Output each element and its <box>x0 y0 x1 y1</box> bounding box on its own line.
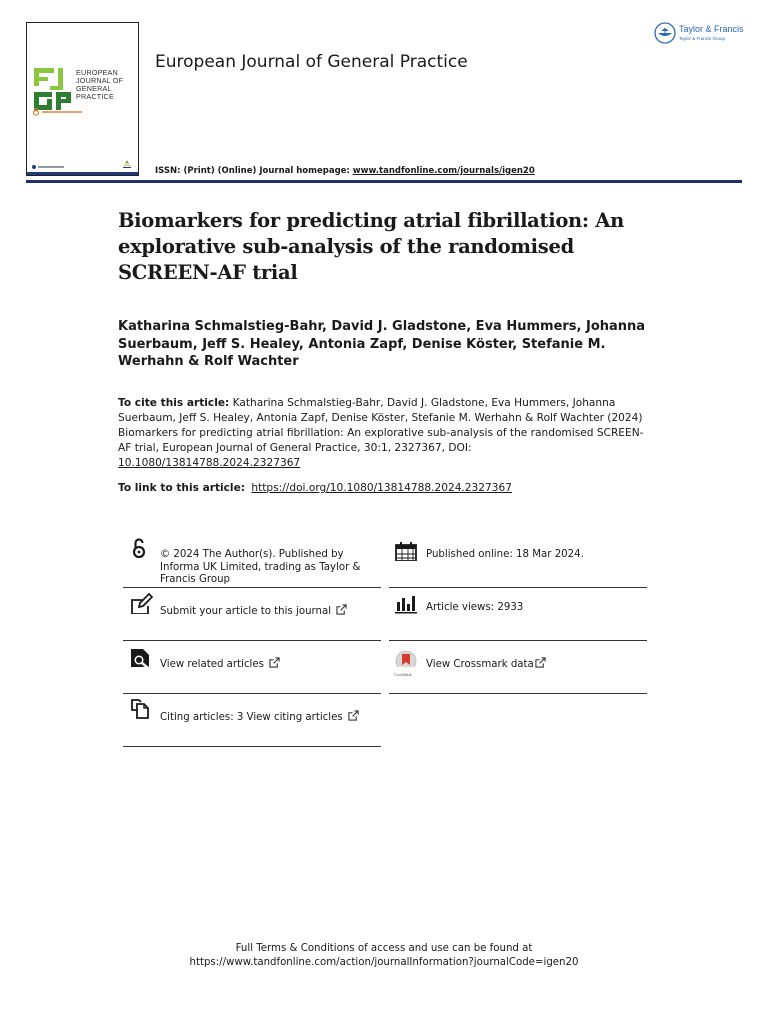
article-views-count: Article views: 2933 <box>426 602 524 613</box>
related-articles-link[interactable]: View related articles <box>160 657 385 672</box>
cover-journal-name: EUROPEAN JOURNAL OF GENERAL PRACTICE <box>76 68 124 101</box>
crossmark-link[interactable]: View Crossmark data <box>426 657 651 672</box>
article-doi-link[interactable]: https://doi.org/10.1080/13814788.2024.2327367 <box>251 482 512 494</box>
search-doc-icon <box>127 641 153 667</box>
external-link-icon <box>535 657 546 668</box>
cell-divider <box>123 746 381 747</box>
issn-line <box>155 166 535 176</box>
external-link-icon <box>336 604 347 615</box>
cite-label: To cite this article: <box>118 397 230 409</box>
header-divider <box>26 180 742 183</box>
published-cell <box>389 535 647 588</box>
crossmark-icon <box>393 641 419 667</box>
cover-oa-label <box>42 111 82 113</box>
footer-terms-url[interactable]: https://www.tandfonline.com/action/journalInformation?journalCode=igen20 <box>189 957 579 968</box>
citation-block <box>118 396 648 471</box>
published-date: Published online: 18 Mar 2024. <box>426 549 584 560</box>
submit-article-cell[interactable] <box>123 588 381 641</box>
open-access-icon <box>127 535 153 561</box>
cover-open-access-icon <box>32 108 40 116</box>
cover-publisher-text <box>38 166 64 168</box>
article-views-cell <box>389 588 647 641</box>
crossmark-caption: CrossMark <box>394 672 412 677</box>
citing-articles-link[interactable]: Citing articles: 3 View citing articles <box>160 710 385 725</box>
bar-chart-icon <box>393 588 419 614</box>
copyright-text: © 2024 The Author(s). Published by Informa UK Limited, trading as Taylor & Francis Group <box>160 549 361 585</box>
citing-icon <box>127 694 153 720</box>
open-access-cell <box>123 535 381 588</box>
external-link-icon <box>348 710 359 721</box>
cover-bottom-bar <box>27 172 138 175</box>
publisher-group: Taylor & Francis Group <box>679 36 726 41</box>
calendar-icon <box>393 535 419 561</box>
citing-articles-cell[interactable] <box>123 694 381 747</box>
footer-terms-line: Full Terms & Conditions of access and use can be found at <box>235 943 533 954</box>
journal-homepage-link[interactable]: www.tandfonline.com/journals/igen20 <box>352 166 535 176</box>
cell-divider <box>389 693 647 694</box>
external-link-icon <box>269 657 280 668</box>
issn-label: ISSN: (Print) (Online) Journal homepage: <box>155 166 350 176</box>
crossmark-cell[interactable] <box>389 641 647 694</box>
journal-cover <box>26 22 139 176</box>
cover-publisher-mark <box>32 165 36 169</box>
page-footer <box>0 942 768 970</box>
taylor-francis-logo-icon <box>654 22 676 44</box>
cover-society-logo-icon <box>122 159 132 169</box>
article-link-line <box>118 482 648 494</box>
submit-article-link[interactable]: Submit your article to this journal <box>160 604 385 619</box>
article-authors: Katharina Schmalstieg-Bahr, David J. Gladstone, Eva Hummers, Johanna Suerbaum, Jeff S. Healey, Antonia Zapf, Denise Köster, Stefanie M. Werhahn & Rolf Wachter <box>118 319 646 369</box>
edit-icon <box>127 588 153 614</box>
journal-title: European Journal of General Practice <box>155 52 468 72</box>
article-title: Biomarkers for predicting atrial fibrillation: An explorative sub-analysis of the randomised SCREEN-AF trial <box>118 209 625 284</box>
related-articles-cell[interactable] <box>123 641 381 694</box>
publisher-name: Taylor & Francis <box>679 24 744 34</box>
cite-doi-link[interactable]: 10.1080/13814788.2024.2327367 <box>118 457 301 469</box>
link-label: To link to this article: <box>118 482 245 494</box>
cite-text: Katharina Schmalstieg-Bahr, David J. Gladstone, Eva Hummers, Johanna Suerbaum, Jeff S. Healey, Antonia Zapf, Denise Köster, Stefanie M. Werhahn & Rolf Wachter (2024) Biomarkers for predicting atrial fibrillation: An explorative sub-analysis of the randomised SCREEN-AF trial, European Journal of General Practice, 30:1, 2327367, DOI: <box>118 397 644 454</box>
